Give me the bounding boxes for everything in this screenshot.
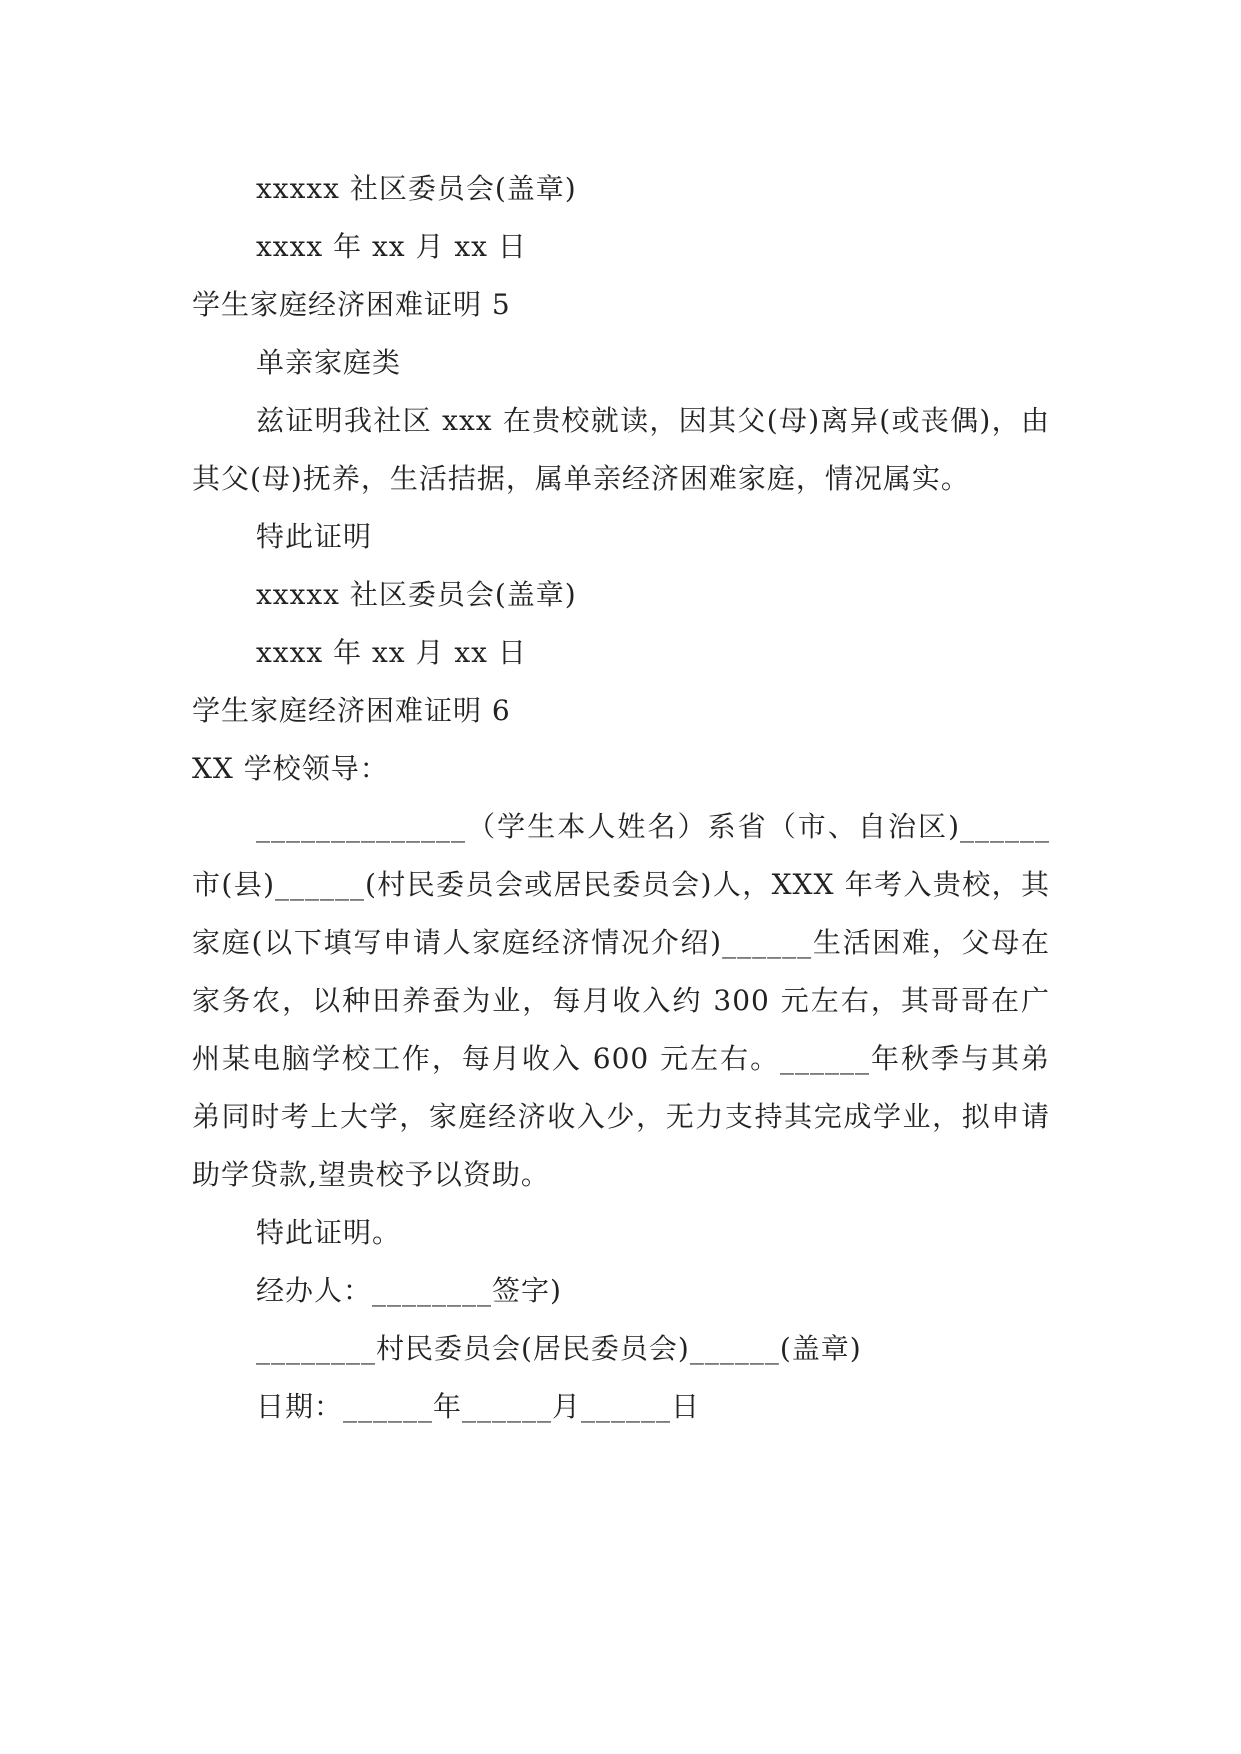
committee-stamp-line: ________村民委员会(居民委员会)______(盖章) — [256, 1332, 862, 1365]
date-line: xxxx 年 xx 月 xx 日 — [256, 230, 527, 263]
date-line: xxxx 年 xx 月 xx 日 — [256, 636, 527, 669]
section-title: 学生家庭经济困难证明 5 — [192, 288, 511, 321]
date-line: 日期：______年______月______日 — [256, 1390, 701, 1423]
closing-line: 特此证明 — [256, 520, 373, 553]
certificate-body: ______________（学生本人姓名）系省（市、自治区)______市(县)______(村民委员会或居民委员会)人，XXX 年考入贵校，其家庭(以下填写申请人家庭经济情况介绍)______生活困难，父母在家务农，以种田养蚕为业，每月收入约 300 元左右，其哥哥在广州某电脑学校工作，每月收入 600 元左右。______年秋季与其弟弟同时考上大学，家庭经济收入少，无力支持其完成学业，拟申请助学贷款,望贵校予以资助。 — [192, 810, 1050, 1191]
document-page — [192, 160, 1050, 1436]
salutation-line: XX 学校领导： — [192, 752, 389, 785]
handler-signature-line: 经办人：________签字) — [256, 1274, 562, 1307]
certificate-body: 兹证明我社区 xxx 在贵校就读，因其父(母)离异(或丧偶)，由其父(母)抚养，生活拮据，属单亲经济困难家庭，情况属实。 — [192, 404, 1050, 495]
category-label: 单亲家庭类 — [256, 346, 402, 379]
stamp-line: xxxxx 社区委员会(盖章) — [256, 578, 577, 611]
section-title: 学生家庭经济困难证明 6 — [192, 694, 511, 727]
closing-line: 特此证明。 — [256, 1216, 402, 1249]
stamp-line: xxxxx 社区委员会(盖章) — [256, 172, 577, 205]
